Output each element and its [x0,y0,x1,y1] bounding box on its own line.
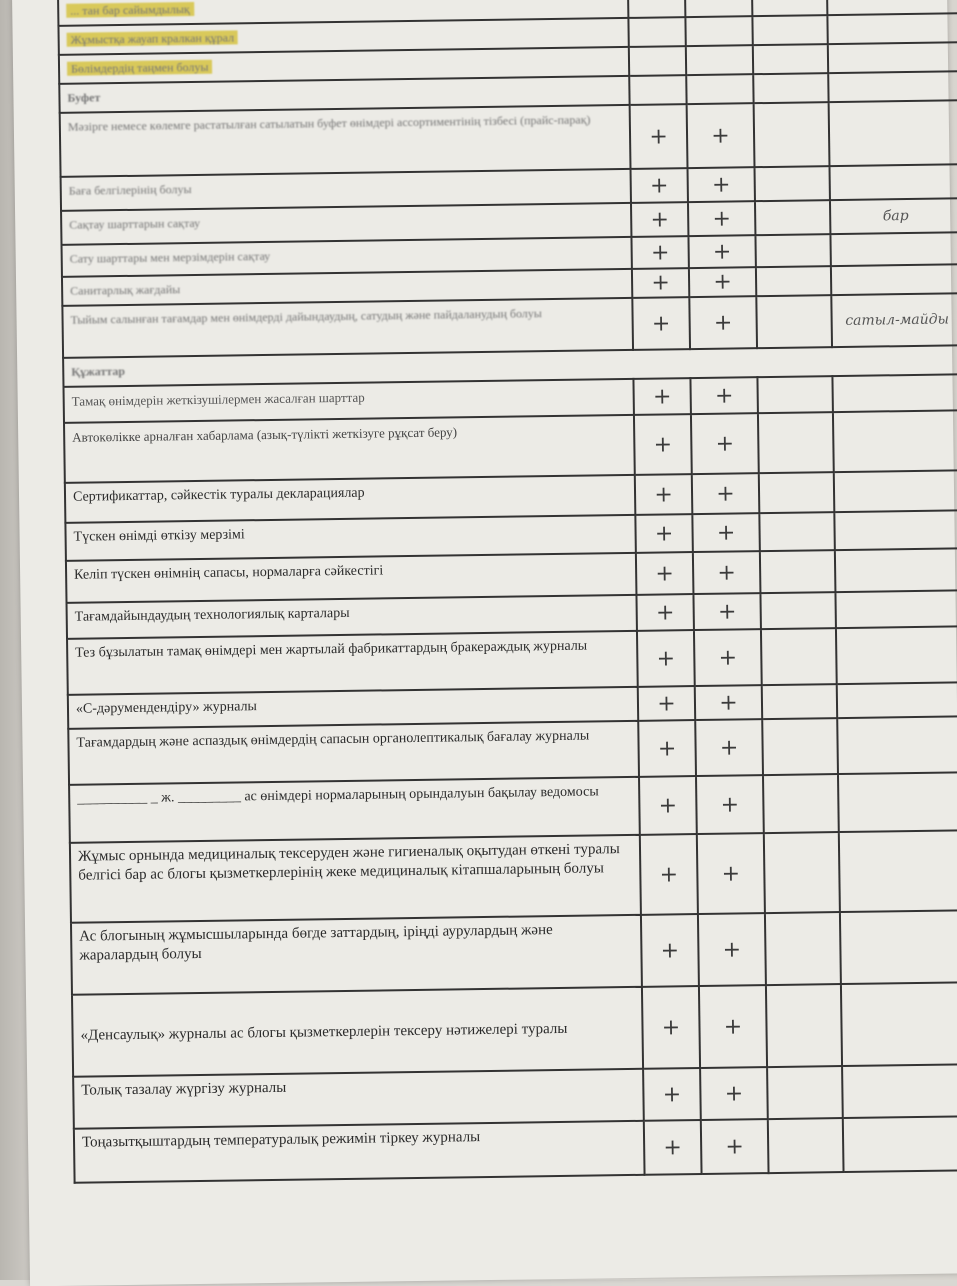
check-mark: + [687,103,755,168]
check-mark: + [632,268,689,298]
check-mark: + [697,833,765,914]
section-title-documents: Құжаттар [71,363,126,379]
row-label: Тез бұзылатын тамақ өнімдері мен жартылай фабрикаттардың бракераждық журналы [75,638,588,661]
check-mark: + [701,1119,769,1174]
check-mark: + [689,296,757,349]
check-mark: + [691,413,759,474]
check-mark: + [631,236,688,269]
section-title-buffet: Буфет [67,90,101,105]
row-label: Тағамдайындаудың технологиялық карталары [74,605,350,625]
row-label: Жұмыс орнында медициналық тексеруден және гигиеналық оқытудан өткені туралы белгісі бар ас блогы қызметкерлерінің жеке медициналық кітапшаларының болуы [77,841,620,884]
check-mark: + [643,1068,701,1121]
handwritten-note: бар [830,198,957,234]
row-label: Баға белгілерінің болуы [68,182,192,198]
table-row [74,1116,957,1183]
row-label: Бөлімдердің таңмен болуы [67,60,213,76]
check-mark: + [630,104,688,169]
document-page [12,0,957,1286]
table-row [71,910,957,995]
check-mark: + [692,473,760,514]
row-label: Сақтау шарттарын сақтау [69,215,201,232]
check-mark: + [634,414,692,475]
check-mark [686,45,753,75]
check-mark: + [689,267,756,297]
check-mark: + [695,685,762,720]
check-mark: + [642,986,700,1069]
check-mark: + [688,167,755,202]
check-mark: + [698,913,766,986]
check-mark: + [636,552,694,595]
row-label: Тыйым салынған тағамдар мен өнімдерді дайындаудың, сатудың және пайдаланудың болуы [70,306,542,327]
check-mark [628,17,685,47]
check-mark: + [635,474,693,515]
check-mark: + [631,168,688,203]
handwritten-note: сатыл-майды [831,293,957,347]
row-label: Тағамдардың және аспаздық өнімдердің сапасын органолептикалық бағалау журналы [76,728,590,751]
row-label: Автокөлікке арналған хабарлама (азық-түлікті жеткізуге рұқсат беру) [72,424,458,445]
row-label: «Денсаулық» журналы ас блогы қызметкерлерін тексеру нәтижелері туралы [80,1020,568,1044]
row-label: Тамақ өнімдерін жеткізушілермен жасалған шарттар [71,389,365,409]
row-label: Толық тазалау жүргізу журналы [81,1079,287,1099]
check-mark: + [644,1120,702,1175]
check-mark: + [699,985,767,1068]
inspection-table [57,0,957,1184]
check-mark: + [631,202,688,237]
row-label: «С-дәрумендендіру» журналы [75,699,258,717]
row-label: Тоңазытқыштардың температуралық режимін тіркеу журналы [81,1129,481,1151]
row-label: Жұмыстқа жауап кралкан құрал [67,30,239,46]
check-mark: + [693,551,761,594]
row-label: Келіп түскен өнімнің сапасы, нормаларға сәйкестігі [74,563,384,583]
row-label: Сертификаттар, сәйкестік туралы декларациялар [72,485,365,505]
check-mark: + [693,593,760,630]
row-label: Түскен өнімді өткізу мерзімі [73,527,245,545]
row-label: Ас блогының жұмысшыларында бөгде заттардың, іріңді аурулардың және жаралардың болуы [79,922,553,964]
check-mark: + [688,235,755,268]
check-mark: + [635,514,693,553]
header-fragment: ... тан бар сайымдылық [58,0,628,26]
check-mark: + [688,201,755,236]
check-mark: + [700,1067,768,1120]
check-mark: + [636,594,693,631]
check-mark: + [632,297,690,350]
check-mark: + [638,720,696,777]
row-label: Санитарлық жағдайы [70,282,181,298]
row-label: Мәзірге немесе көлемге растатылған сатылатын буфет өнімдері ассортиментінің тізбесі (прайс-парақ) [67,112,591,134]
check-mark: + [638,686,695,721]
check-mark: + [696,775,764,834]
check-mark: + [633,378,690,415]
check-mark: + [690,377,757,414]
check-mark: + [639,776,697,835]
check-mark [685,16,752,46]
check-mark: + [695,719,763,776]
row-label: __________ _ ж. _________ ас өнімдері нормаларының орындалуын бақылау ведомосы [77,784,599,807]
check-mark: + [637,630,695,687]
table-row [70,830,957,923]
check-mark: + [641,914,699,987]
table-row [72,982,957,1077]
check-mark [629,46,686,76]
check-mark: + [640,834,698,915]
check-mark: + [692,513,760,552]
check-mark: + [694,629,762,686]
row-label: Сату шарттары мен мерзімдерін сақтау [69,248,271,266]
